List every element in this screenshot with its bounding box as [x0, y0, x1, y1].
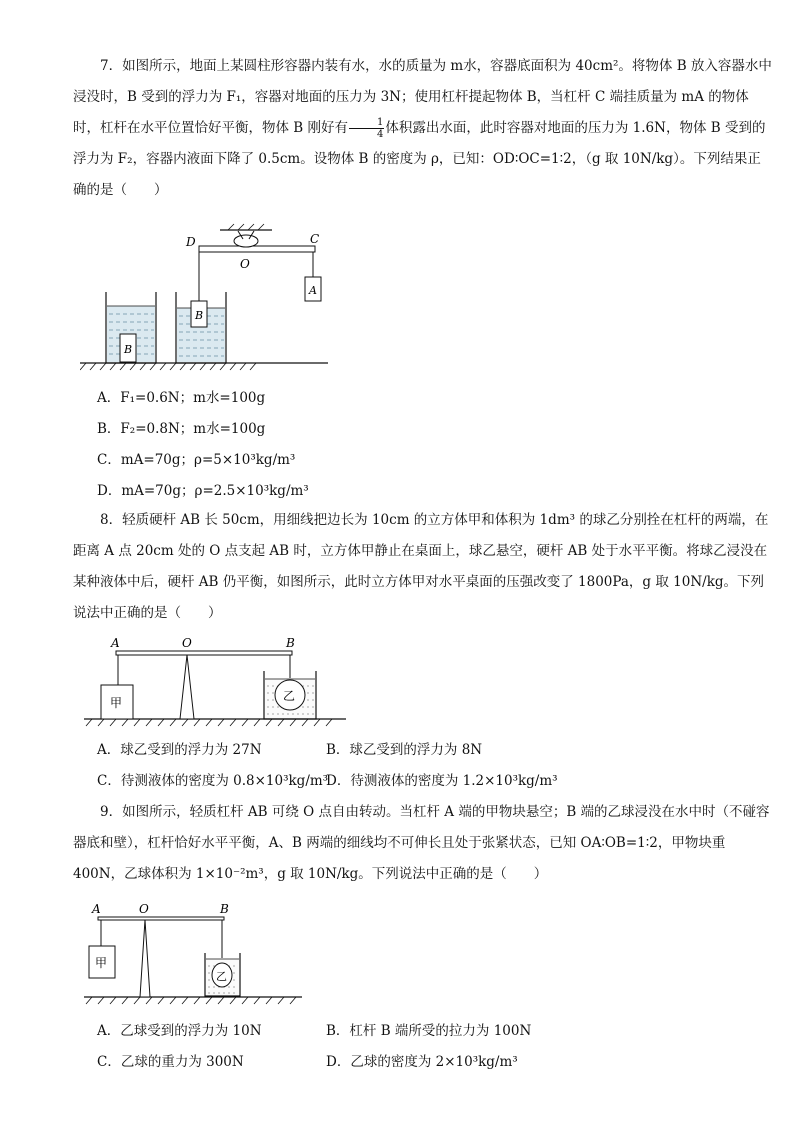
question-7-stem [73, 51, 773, 206]
question-9-stem [73, 797, 773, 890]
q9-option-a[interactable]: A．乙球受到的浮力为 10N [97, 1023, 262, 1039]
q9-lever-rod [98, 917, 224, 920]
q7-ground-hatching [80, 363, 256, 370]
q8-lever-rod [116, 651, 292, 655]
q9-label-yi: 乙 [216, 970, 227, 983]
q7-fraction [349, 117, 384, 140]
q8-option-b[interactable]: B．球乙受到的浮力为 8N [326, 742, 483, 758]
q7-right-container [176, 292, 226, 363]
q9-figure [80, 896, 310, 1011]
q7-fraction-denominator: 4 [377, 129, 384, 140]
q8-stem-text: 8．轻质硬杆 AB 长 50cm，用细线把边长为 10cm 的立方体甲和体积为 1dm³ 的球乙分别拴在杠杆的两端，在距离 A 点 20cm 处的 O 点支起 AB 时，立方体甲静止在桌面上，球乙悬空，硬杆 AB 处于水平平衡。将球乙浸没在某种液体中后，硬杆 AB 仍平衡，如图所示，此时立方体甲对水平桌面的压强改变了 1800Pa，g 取 10N/kg。下列说法中正确的是（ ） [73, 512, 769, 621]
q7-stem-tail: 体积露出水面，此时容器对地面的压力为 1.6N，物体 B 受到的浮力为 F₂，容器内液面下降了 0.5cm。设物体 B 的密度为 ρ，已知：OD∶OC=1∶2，（g 取 10N/kg）。下列结果正确的是（ ） [73, 120, 766, 198]
q9-stem-text: 9．如图所示，轻质杠杆 AB 可绕 O 点自由转动。当杠杆 A 端的甲物块悬空；B 端的乙球浸没在水中时（不碰容器底和壁），杠杆恰好水平平衡，A、B 两端的细线均不可伸长且处于张紧状态，已知 OA∶OB=1∶2，甲物块重 400N，乙球体积为 1×10⁻²m³，g 取 10N/kg。下列说法中正确的是（ ） [73, 804, 770, 882]
question-8-stem [73, 505, 773, 629]
q7-label-o: O [240, 257, 250, 271]
q8-figure [84, 633, 354, 728]
q8-option-c[interactable]: C．待测液体的密度为 0.8×10³kg/m³ [97, 773, 329, 789]
q8-option-d[interactable]: D．待测液体的密度为 1.2×10³kg/m³ [326, 773, 558, 789]
q9-label-b: B [220, 902, 229, 916]
q9-fulcrum [140, 920, 150, 997]
q7-figure [80, 222, 350, 372]
q7-option-d[interactable]: D．mA=70g；ρ=2.5×10³kg/m³ [97, 483, 309, 499]
q7-label-d: D [186, 235, 196, 249]
q7-option-a[interactable]: A．F₁=0.6N；m水=100g [97, 390, 266, 406]
q7-stem-text: 7．如图所示，地面上某圆柱形容器内装有水，水的质量为 m水，容器底面积为 40cm²。将物体 B 放入容器水中浸没时，B 受到的浮力为 F₁，容器对地面的压力为 3N；使用杠杆提起物体 B，当杠杆 C 端挂质量为 mA 的物体时，杠杆在水平位置恰好平衡，物体 B 刚好有 [73, 58, 772, 136]
q9-label-jia: 甲 [95, 956, 108, 970]
q9-ground-hatching [86, 997, 296, 1004]
q7-label-a: A [309, 284, 317, 297]
q9-option-d[interactable]: D．乙球的密度为 2×10³kg/m³ [326, 1054, 518, 1070]
q9-label-o: O [139, 902, 149, 916]
q8-ground-hatching [86, 719, 332, 726]
q8-label-a: A [111, 636, 120, 650]
q8-label-jia: 甲 [110, 696, 123, 710]
q8-label-yi: 乙 [283, 689, 296, 703]
q9-label-a: A [92, 902, 101, 916]
q7-left-container [106, 292, 156, 363]
q9-option-b[interactable]: B．杠杆 B 端所受的拉力为 100N [326, 1023, 532, 1039]
q8-option-a[interactable]: A．球乙受到的浮力为 27N [97, 742, 262, 758]
q8-label-b: B [286, 636, 295, 650]
q8-fulcrum [180, 655, 194, 719]
q7-label-c: C [310, 232, 320, 246]
q9-option-c[interactable]: C．乙球的重力为 300N [97, 1054, 244, 1070]
q7-label-b2: B [195, 309, 204, 322]
q7-option-c[interactable]: C．mA=70g；ρ=5×10³kg/m³ [97, 452, 296, 468]
q7-label-b1: B [124, 343, 133, 356]
q7-option-b[interactable]: B．F₂=0.8N；m水=100g [97, 421, 266, 437]
q7-fraction-numerator: 1 [349, 117, 384, 129]
q7-lever [185, 224, 321, 301]
q8-label-o: O [182, 636, 192, 650]
